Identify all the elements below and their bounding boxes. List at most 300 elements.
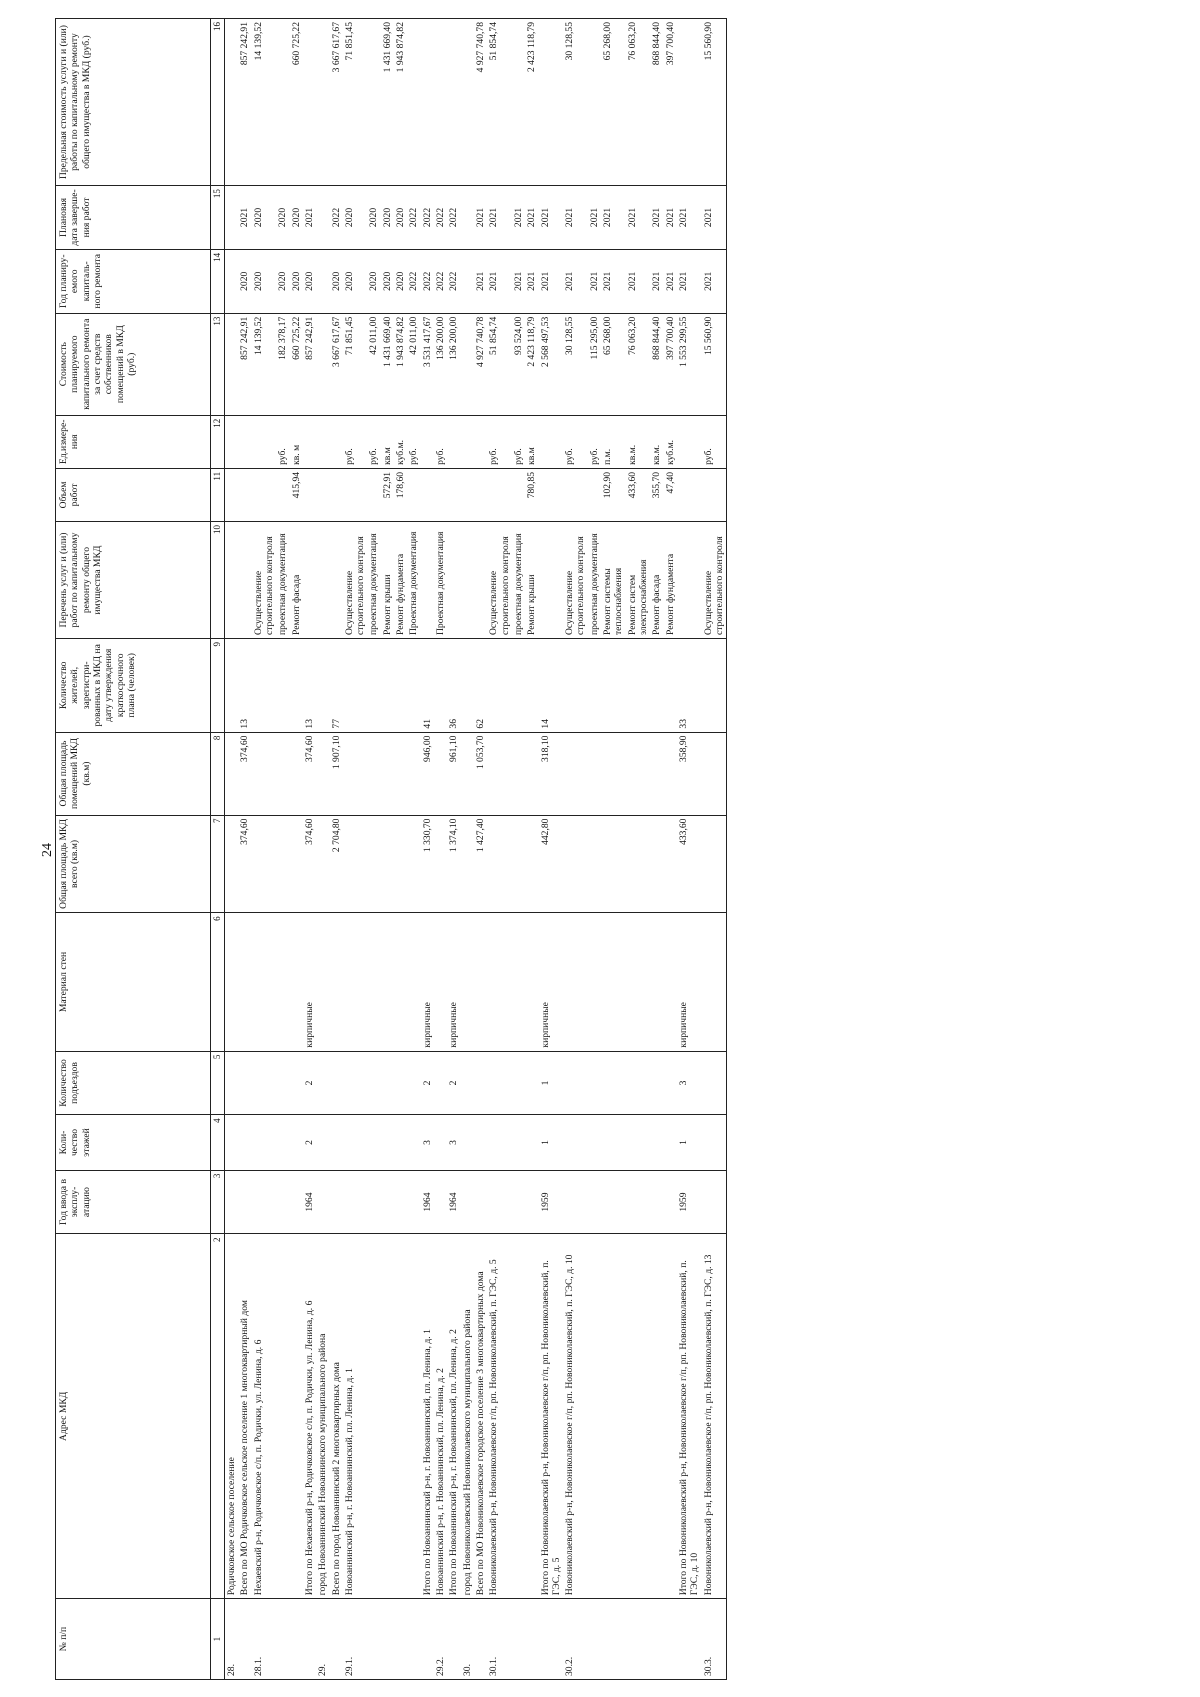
table-row bbox=[447, 19, 460, 1680]
table-cell: Итого по Новониколаевский р-н, Новониколаевское г/п, рп. Новониколаевский, п. ГЭС, д. 10 bbox=[677, 1234, 702, 1599]
table-row bbox=[252, 19, 277, 1680]
table-cell bbox=[702, 1115, 727, 1170]
table-cell: 780,85 bbox=[525, 468, 538, 521]
table-cell: 2021 bbox=[539, 186, 564, 250]
table-row bbox=[525, 19, 538, 1680]
table-cell: 2021 bbox=[626, 249, 651, 313]
table-cell: 2021 bbox=[601, 249, 626, 313]
column-number: 9 bbox=[211, 639, 225, 733]
table-cell bbox=[252, 1170, 277, 1234]
table-cell: 2020 bbox=[343, 186, 368, 250]
table-cell: 374,60 bbox=[303, 732, 316, 815]
table-cell: 2020 bbox=[381, 186, 394, 250]
table-cell bbox=[512, 1115, 525, 1170]
table-cell: 14 139,52 bbox=[252, 313, 277, 415]
table-body bbox=[225, 19, 727, 1680]
table-cell: куб.м. bbox=[664, 415, 677, 468]
table-cell bbox=[276, 468, 289, 521]
table-cell bbox=[238, 468, 251, 521]
table-cell bbox=[381, 1051, 394, 1115]
table-cell bbox=[461, 1115, 474, 1170]
table-cell: 2 568 497,53 bbox=[539, 313, 564, 415]
table-cell bbox=[225, 522, 239, 639]
table-cell: 2020 bbox=[394, 186, 407, 250]
table-row bbox=[394, 19, 407, 1680]
table-cell: 28. bbox=[225, 1599, 239, 1680]
table-cell: 4 927 740,78 bbox=[474, 19, 487, 186]
table-cell bbox=[434, 468, 447, 521]
table-cell bbox=[702, 1051, 727, 1115]
table-cell: 2020 bbox=[330, 249, 343, 313]
table-cell bbox=[650, 732, 663, 815]
column-number: 3 bbox=[211, 1170, 225, 1234]
table-cell bbox=[367, 732, 380, 815]
table-cell bbox=[343, 1051, 368, 1115]
table-cell bbox=[330, 1170, 343, 1234]
table-cell bbox=[434, 732, 447, 815]
table-cell: 47,40 bbox=[664, 468, 677, 521]
table-cell bbox=[512, 1170, 525, 1234]
table-cell: кирпичные bbox=[447, 913, 460, 1051]
table-cell bbox=[407, 1599, 420, 1680]
table-cell bbox=[588, 1051, 601, 1115]
table-cell bbox=[512, 1051, 525, 1115]
table-cell: Всего по город Новоаннинский 2 многоквартирных дома bbox=[330, 1234, 343, 1599]
table-row bbox=[367, 19, 380, 1680]
table-cell: руб. bbox=[563, 415, 588, 468]
column-number: 13 bbox=[211, 313, 225, 415]
table-cell bbox=[588, 732, 601, 815]
column-number: 15 bbox=[211, 186, 225, 250]
table-cell bbox=[664, 1051, 677, 1115]
table-cell bbox=[702, 815, 727, 913]
table-cell bbox=[487, 913, 512, 1051]
table-cell bbox=[290, 913, 303, 1051]
table-cell: 1 427,40 bbox=[474, 815, 487, 913]
table-row bbox=[407, 19, 420, 1680]
table-cell bbox=[407, 639, 420, 733]
table-cell bbox=[330, 1051, 343, 1115]
column-number: 8 bbox=[211, 732, 225, 815]
table-cell: 2021 bbox=[525, 186, 538, 250]
table-cell bbox=[525, 1051, 538, 1115]
table-cell bbox=[487, 1170, 512, 1234]
table-cell: 2020 bbox=[276, 186, 289, 250]
table-cell: 946,00 bbox=[421, 732, 434, 815]
table-cell: 2021 bbox=[626, 186, 651, 250]
table-cell bbox=[434, 815, 447, 913]
table-cell bbox=[525, 1115, 538, 1170]
table-cell bbox=[290, 815, 303, 913]
table-cell bbox=[343, 468, 368, 521]
table-cell bbox=[588, 815, 601, 913]
table-cell: 4 927 740,78 bbox=[474, 313, 487, 415]
table-cell bbox=[588, 1115, 601, 1170]
table-cell: 3 667 617,67 bbox=[330, 313, 343, 415]
table-cell bbox=[588, 19, 601, 186]
table-cell bbox=[225, 415, 239, 468]
table-cell bbox=[461, 639, 474, 733]
column-header: Адрес МКД bbox=[56, 1234, 211, 1599]
table-cell bbox=[303, 19, 316, 186]
table-cell bbox=[512, 1234, 525, 1599]
table-cell bbox=[407, 732, 420, 815]
table-cell bbox=[394, 639, 407, 733]
table-cell bbox=[330, 415, 343, 468]
table-row bbox=[238, 19, 251, 1680]
table-cell bbox=[474, 415, 487, 468]
table-cell bbox=[394, 1234, 407, 1599]
table-cell: кирпичные bbox=[539, 913, 564, 1051]
table-cell: 572,91 bbox=[381, 468, 394, 521]
table-cell: 2021 bbox=[512, 186, 525, 250]
table-cell bbox=[650, 1234, 663, 1599]
table-cell: 2020 bbox=[238, 249, 251, 313]
table-cell: 182 378,17 bbox=[276, 313, 289, 415]
table-cell bbox=[381, 1599, 394, 1680]
table-cell: Осуществление строительного контроля bbox=[252, 522, 277, 639]
table-cell bbox=[601, 1115, 626, 1170]
table-cell bbox=[601, 1170, 626, 1234]
table-cell bbox=[252, 732, 277, 815]
table-cell bbox=[394, 1115, 407, 1170]
table-cell bbox=[601, 1234, 626, 1599]
table-cell bbox=[225, 1170, 239, 1234]
table-cell bbox=[343, 639, 368, 733]
table-cell: Всего по МО Родичковское сельское поселение 1 многоквартирный дом bbox=[238, 1234, 251, 1599]
table-cell: руб. bbox=[407, 415, 420, 468]
table-cell bbox=[367, 19, 380, 186]
table-cell: 2022 bbox=[434, 249, 447, 313]
table-cell bbox=[421, 522, 434, 639]
table-cell: 102,90 bbox=[601, 468, 626, 521]
table-cell: куб.м. bbox=[394, 415, 407, 468]
table-cell bbox=[461, 522, 474, 639]
table-cell: 2022 bbox=[421, 186, 434, 250]
column-header: Количество жителей, зарегистри- рованных в МКД на дату утверждения краткосрочного плана (человек) bbox=[56, 639, 211, 733]
table-cell: 1 bbox=[539, 1051, 564, 1115]
table-cell bbox=[664, 1599, 677, 1680]
table-cell: руб. bbox=[367, 415, 380, 468]
table-cell: 2021 bbox=[677, 186, 702, 250]
table-cell bbox=[252, 815, 277, 913]
table-cell: руб. bbox=[702, 415, 727, 468]
table-cell: Осуществление строительного контроля bbox=[487, 522, 512, 639]
table-cell: Осуществление строительного контроля bbox=[563, 522, 588, 639]
table-cell: 374,60 bbox=[238, 732, 251, 815]
table-cell bbox=[276, 19, 289, 186]
table-cell bbox=[487, 732, 512, 815]
table-cell bbox=[664, 639, 677, 733]
table-cell bbox=[407, 1234, 420, 1599]
table-cell bbox=[601, 913, 626, 1051]
table-cell bbox=[539, 19, 564, 186]
table-cell bbox=[512, 639, 525, 733]
table-cell bbox=[677, 1599, 702, 1680]
table-cell bbox=[626, 1599, 651, 1680]
table-cell bbox=[474, 1170, 487, 1234]
table-cell bbox=[316, 815, 329, 913]
table-cell: кв.м bbox=[525, 415, 538, 468]
table-row bbox=[330, 19, 343, 1680]
table-cell: 178,60 bbox=[394, 468, 407, 521]
table-cell bbox=[474, 1051, 487, 1115]
table-cell: 77 bbox=[330, 639, 343, 733]
column-header: Год ввода в эксплу- атацию bbox=[56, 1170, 211, 1234]
table-cell: 868 844,40 bbox=[650, 313, 663, 415]
table-cell: 868 844,40 bbox=[650, 19, 663, 186]
table-cell: 2021 bbox=[238, 186, 251, 250]
table-cell: 2021 bbox=[677, 249, 702, 313]
table-cell: кв.м bbox=[381, 415, 394, 468]
table-cell bbox=[238, 1115, 251, 1170]
table-cell: Осуществление строительного контроля bbox=[343, 522, 368, 639]
table-cell: 2021 bbox=[303, 186, 316, 250]
column-header: Плановая дата заверше- ния работ bbox=[56, 186, 211, 250]
table-cell bbox=[650, 913, 663, 1051]
table-cell bbox=[588, 913, 601, 1051]
table-cell: 15 560,90 bbox=[702, 313, 727, 415]
column-number: 4 bbox=[211, 1115, 225, 1170]
column-header: Материал стен bbox=[56, 913, 211, 1051]
table-cell: 2 423 118,79 bbox=[525, 19, 538, 186]
table-cell bbox=[367, 1599, 380, 1680]
table-cell: 30.1. bbox=[487, 1599, 512, 1680]
table-cell: 29. bbox=[316, 1599, 329, 1680]
table-cell bbox=[626, 639, 651, 733]
table-cell: кирпичные bbox=[303, 913, 316, 1051]
table-cell bbox=[512, 913, 525, 1051]
table-cell: 2020 bbox=[343, 249, 368, 313]
table-cell bbox=[290, 1234, 303, 1599]
column-header: Общая площадь помещений МКД (кв.м) bbox=[56, 732, 211, 815]
table-cell bbox=[461, 19, 474, 186]
table-cell bbox=[601, 732, 626, 815]
table-cell bbox=[343, 913, 368, 1051]
table-cell bbox=[407, 19, 420, 186]
table-cell bbox=[252, 415, 277, 468]
table-row bbox=[434, 19, 447, 1680]
table-row bbox=[626, 19, 651, 1680]
table-cell bbox=[381, 1115, 394, 1170]
table-cell bbox=[252, 468, 277, 521]
table-cell: кв.м. bbox=[626, 415, 651, 468]
table-cell: 71 851,45 bbox=[343, 19, 368, 186]
table-row bbox=[316, 19, 329, 1680]
table-cell bbox=[407, 1115, 420, 1170]
table-cell: 2021 bbox=[650, 249, 663, 313]
table-cell: 2021 bbox=[601, 186, 626, 250]
table-cell bbox=[381, 1170, 394, 1234]
table-cell: 13 bbox=[303, 639, 316, 733]
table-cell bbox=[316, 415, 329, 468]
table-cell: 2021 bbox=[702, 249, 727, 313]
table-cell: 2021 bbox=[664, 186, 677, 250]
table-cell: кв.м. bbox=[650, 415, 663, 468]
table-cell bbox=[525, 913, 538, 1051]
table-row bbox=[276, 19, 289, 1680]
table-cell bbox=[290, 1115, 303, 1170]
table-cell: 14 139,52 bbox=[252, 19, 277, 186]
table-cell bbox=[461, 468, 474, 521]
table-cell: 136 200,00 bbox=[434, 313, 447, 415]
column-header: Год планиру- емого капиталь- ного ремонта bbox=[56, 249, 211, 313]
table-cell: 2 704,80 bbox=[330, 815, 343, 913]
table-cell: 397 700,40 bbox=[664, 19, 677, 186]
table-viewport bbox=[55, 18, 1178, 1680]
table-cell: 3 667 617,67 bbox=[330, 19, 343, 186]
table-cell bbox=[394, 913, 407, 1051]
table-cell bbox=[330, 1599, 343, 1680]
table-cell bbox=[447, 1599, 460, 1680]
table-cell: 36 bbox=[447, 639, 460, 733]
table-cell: Родичковское сельское поселение bbox=[225, 1234, 239, 1599]
table-cell: 2022 bbox=[434, 186, 447, 250]
table-cell: 2022 bbox=[407, 186, 420, 250]
table-cell: 318,10 bbox=[539, 732, 564, 815]
table-cell bbox=[316, 186, 329, 250]
table-cell bbox=[330, 1115, 343, 1170]
table-cell bbox=[664, 1115, 677, 1170]
table-cell bbox=[588, 1599, 601, 1680]
table-cell: руб. bbox=[588, 415, 601, 468]
table-cell: 2021 bbox=[702, 186, 727, 250]
table-cell bbox=[474, 468, 487, 521]
table-cell: город Новониколаевский Новониколаевского муниципального района bbox=[461, 1234, 474, 1599]
table-cell: 2021 bbox=[525, 249, 538, 313]
table-cell bbox=[225, 19, 239, 186]
table-cell bbox=[316, 1170, 329, 1234]
table-cell: 3 bbox=[677, 1051, 702, 1115]
table-cell: 51 854,74 bbox=[487, 313, 512, 415]
table-cell: 2020 bbox=[290, 186, 303, 250]
table-cell: 660 725,22 bbox=[290, 19, 303, 186]
table-cell: кирпичные bbox=[421, 913, 434, 1051]
table-cell: 30. bbox=[461, 1599, 474, 1680]
table-cell bbox=[316, 468, 329, 521]
table-cell bbox=[225, 1115, 239, 1170]
column-header: Количество подъездов bbox=[56, 1051, 211, 1115]
table-cell bbox=[447, 522, 460, 639]
table-cell: Ремонт системы теплоснабжения bbox=[601, 522, 626, 639]
table-cell: Новониколаевский р-н, Новониколаевское г/п, рп. Новониколаевский, п. ГЭС, д. 13 bbox=[702, 1234, 727, 1599]
table-cell: 374,60 bbox=[238, 815, 251, 913]
table-cell bbox=[225, 313, 239, 415]
table-cell: 2 bbox=[447, 1051, 460, 1115]
table-cell bbox=[381, 639, 394, 733]
table-cell: 3 bbox=[447, 1115, 460, 1170]
column-number: 16 bbox=[211, 19, 225, 186]
table-cell bbox=[650, 1115, 663, 1170]
table-cell bbox=[474, 1599, 487, 1680]
table-cell: 2 bbox=[421, 1051, 434, 1115]
table-cell: 30.2. bbox=[563, 1599, 588, 1680]
table-cell bbox=[664, 1170, 677, 1234]
table-cell: 2021 bbox=[539, 249, 564, 313]
table-cell bbox=[303, 1599, 316, 1680]
table-cell bbox=[367, 639, 380, 733]
table-cell bbox=[290, 639, 303, 733]
table-cell bbox=[238, 913, 251, 1051]
table-cell: Ремонт крыши bbox=[525, 522, 538, 639]
table-cell bbox=[434, 913, 447, 1051]
column-header: Ед.измере- ния bbox=[56, 415, 211, 468]
table-cell: п.м. bbox=[601, 415, 626, 468]
table-cell: 13 bbox=[238, 639, 251, 733]
table-cell bbox=[276, 1170, 289, 1234]
table-cell: 2022 bbox=[447, 186, 460, 250]
table-cell: 28.1. bbox=[252, 1599, 277, 1680]
table-cell bbox=[252, 1051, 277, 1115]
table-cell: 30.3. bbox=[702, 1599, 727, 1680]
table-cell: проектная документация bbox=[276, 522, 289, 639]
table-cell: руб. bbox=[343, 415, 368, 468]
table-cell bbox=[225, 815, 239, 913]
table-cell: 355,70 bbox=[650, 468, 663, 521]
table-cell: 2021 bbox=[474, 186, 487, 250]
table-cell: 2 bbox=[303, 1115, 316, 1170]
table-cell: 3 bbox=[421, 1115, 434, 1170]
table-cell bbox=[461, 1170, 474, 1234]
table-cell bbox=[512, 815, 525, 913]
table-cell: 660 725,22 bbox=[290, 313, 303, 415]
table-cell bbox=[563, 1170, 588, 1234]
table-cell bbox=[367, 1170, 380, 1234]
table-cell: 76 063,20 bbox=[626, 313, 651, 415]
table-cell: 1 bbox=[539, 1115, 564, 1170]
table-cell bbox=[434, 1115, 447, 1170]
table-row bbox=[702, 19, 727, 1680]
table-cell: Итого по Нехаевский р-н, Родичковское с/п, п. Родички, ул. Ленина, д. 6 bbox=[303, 1234, 316, 1599]
table-cell: проектная документация bbox=[588, 522, 601, 639]
table-cell bbox=[276, 1234, 289, 1599]
table-cell bbox=[563, 1115, 588, 1170]
column-number: 11 bbox=[211, 468, 225, 521]
table-cell bbox=[276, 815, 289, 913]
table-cell bbox=[447, 468, 460, 521]
table-cell bbox=[316, 1115, 329, 1170]
table-row bbox=[664, 19, 677, 1680]
column-header: Стоимость планируемого капитального ремонта за счет средств собственников помещений в МКД (руб.) bbox=[56, 313, 211, 415]
table-cell bbox=[487, 639, 512, 733]
table-cell bbox=[626, 1234, 651, 1599]
column-header: Общая площадь МКД всего (кв.м) bbox=[56, 815, 211, 913]
table-cell bbox=[512, 1599, 525, 1680]
table-cell bbox=[702, 468, 727, 521]
table-row bbox=[461, 19, 474, 1680]
table-cell bbox=[702, 913, 727, 1051]
table-row bbox=[677, 19, 702, 1680]
table-cell bbox=[563, 732, 588, 815]
table-cell: Ремонт фундамента bbox=[394, 522, 407, 639]
table-cell: 2021 bbox=[664, 249, 677, 313]
table-cell bbox=[677, 19, 702, 186]
table-cell bbox=[563, 639, 588, 733]
table-cell bbox=[650, 1051, 663, 1115]
column-header: Перечень услуг и (или) работ по капитальному ремонту общего имущества МКД bbox=[56, 522, 211, 639]
table-cell: 65 268,00 bbox=[601, 19, 626, 186]
column-number: 1 bbox=[211, 1599, 225, 1680]
table-cell: 29.2. bbox=[434, 1599, 447, 1680]
table-cell: Ремонт фундамента bbox=[664, 522, 677, 639]
table-cell bbox=[316, 313, 329, 415]
table-cell bbox=[225, 639, 239, 733]
table-cell bbox=[394, 1051, 407, 1115]
table-cell: 3 531 417,67 bbox=[421, 313, 434, 415]
table-row bbox=[650, 19, 663, 1680]
table-cell: 93 524,00 bbox=[512, 313, 525, 415]
table-cell bbox=[238, 415, 251, 468]
